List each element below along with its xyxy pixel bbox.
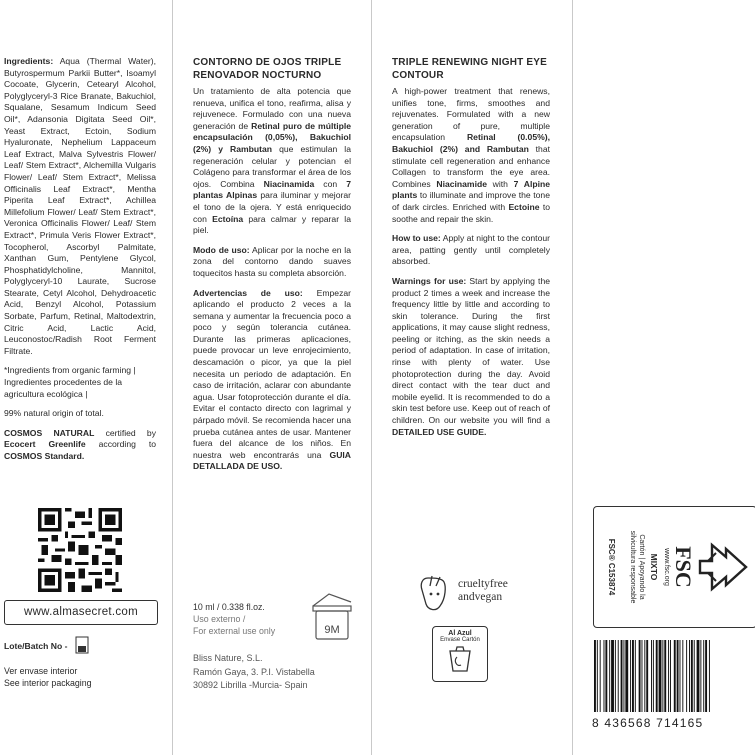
english-how-to-use: How to use: Apply at night to the contour area, patting gently until completely absorbed.	[392, 233, 550, 267]
volume-info: 10 ml / 0.338 fl.oz. Uso externo / For external use only	[193, 602, 276, 636]
barcode-bar	[668, 640, 669, 712]
barcode-bar	[632, 640, 634, 712]
barcode-bar	[623, 640, 624, 712]
english-description: A high-power treatment that renews, unifies tone, firms, smoothes and rejuvenates. Formulated with a new generation of pure, multiple encapsulation Retinal (0.05%), Bakuchiol (2%) and Rambutan that stimulate cell regeneration and enhance Collagen to transform the eye area. Combines Niacinamide with 7 Alpine plants to illuminate and improve the tone of dark circles. Enriched with Ectoine to soothe and repair the skin.	[392, 86, 551, 224]
barcode-bar	[659, 640, 662, 712]
organic-note: *Ingredients from organic farming | Ingredientes procedentes de la agricultura ecológica |	[4, 365, 136, 399]
barcode-bar	[635, 640, 636, 712]
barcode-bar	[600, 640, 601, 712]
lot-icon	[75, 636, 89, 654]
cosmos-certification: COSMOS NATURAL certified by Ecocert Greenlife according to COSMOS Standard.	[4, 427, 156, 461]
fsc-tree-icon	[696, 539, 748, 595]
spanish-description: Un tratamiento de alta potencia que renueva, unifica el tono, reafirma, alisa y rejuvenece. Formulado con una nueva generación de Retinal puro de múltiple encapsulación (0,05%), Bakuchiol (2%) y Rambutan que estimulan la regeneración celular y potencian el Colágeno para transformar el área de los ojos. Combina Niacinamida con 7 plantas Alpinas para iluminar y mejorar el tono de la ojera. Y está enriquecido con Ectoína para calmar y reparar la piel.	[193, 86, 352, 236]
barcode-bar	[611, 640, 614, 712]
barcode-bar	[700, 640, 701, 712]
english-title: TRIPLE RENEWING NIGHT EYE CONTOUR	[392, 57, 548, 81]
barcode-bar	[709, 640, 710, 712]
ingredients-column	[4, 56, 156, 471]
fsc-mix: MIXTO	[649, 553, 659, 581]
english-column	[392, 56, 550, 446]
recycle-bin-icon	[445, 645, 475, 673]
barcode-bar	[691, 640, 693, 712]
barcode-bar	[615, 640, 616, 712]
column-divider	[572, 0, 573, 755]
barcode-bar	[646, 640, 648, 712]
barcode-bar	[674, 640, 676, 712]
fsc-description: Cartón | Apoyando la silvicultura responsable	[629, 530, 645, 604]
barcode-bar	[670, 640, 671, 712]
barcode-bar	[682, 640, 683, 712]
fsc-website: www.fsc.org	[663, 548, 670, 586]
spanish-title: CONTORNO DE OJOS TRIPLE RENOVADOR NOCTURNO	[193, 57, 342, 81]
spanish-how-to-use: Modo de uso: Aplicar por la noche en la zona del contorno dando suaves toquecitos hasta su completa absorción.	[193, 244, 351, 278]
barcode-bar	[686, 640, 687, 712]
barcode-bar	[630, 640, 631, 712]
barcode-bar	[694, 640, 695, 712]
barcode-bar	[677, 640, 679, 712]
barcode-bar	[621, 640, 623, 712]
ingredients-list: Ingredients: Aqua (Thermal Water), Butyrospermum Parkii Butter*, Isoamyl Cocoate, Glycerin, Cetearyl Alcohol, Polyglyceryl-3 Rice Branate, Bakuchiol, Squalane, Sesamum Indicum Seed Oil*, Adansonia Digitata Seed Oil*, Yeast Extract, Ectoin, Sodium Hyaluronate, Nephelium Lappaceum Leaf Extract, Malva Sylvestris Flower/ Leaf/ Stem Extract*, Alchemilla Vulgaris Flower/ Leaf/ Stem Extract*, Melissa Officinalis Leaf Extract*, Mentha Piperita Leaf Extract*, Achillea Millefolium Flower/ Leaf/ Stem Extract*, Veronica Officinalis Flower/ Leaf/ Stem Extract*, Primula Veris Flower Extract*, Tocopherol, Ascorbyl Palmitate, Xanthan Gum, Pentylene Glycol, Phosphatidylcholine, Mannitol, Polyglyceryl-10 Laurate, Sucrose Stearate, Cetyl Alcohol, Dehydroacetic Acid, Benzyl Alcohol, Potassium Sorbate, Parfum, Retinal, Maltodextrin, Citric Acid, Lactic Acid, Leuconostoc/Radish Root Ferment Filtrate.	[4, 56, 156, 356]
barcode-number: 8 436568 714165	[592, 716, 704, 730]
barcode-bar	[639, 640, 641, 712]
barcode-bar	[594, 640, 596, 712]
barcode-bar	[664, 640, 666, 712]
recycle-bin-badge: Al Azul Envase Cartón	[432, 626, 488, 682]
fsc-label	[593, 506, 755, 628]
barcode-bar	[662, 640, 663, 712]
natural-origin: 99% natural origin of total.	[4, 408, 104, 419]
barcode-bar	[705, 640, 707, 712]
qr-code[interactable]	[38, 508, 122, 592]
spanish-column	[193, 56, 351, 481]
barcode	[592, 640, 744, 712]
barcode-bar	[605, 640, 607, 712]
interior-packaging-note: Ver envase interior See interior packaging	[4, 666, 92, 688]
fsc-code: FSC® C153874	[607, 538, 616, 596]
barcode-bar	[656, 640, 658, 712]
barcode-bar	[597, 640, 598, 712]
column-divider	[371, 0, 372, 755]
company-address: Bliss Nature, S.L. Ramón Gaya, 3. P.I. Vistabella 30892 Librilla -Murcia- Spain	[193, 653, 315, 690]
barcode-bar	[644, 640, 645, 712]
barcode-bar	[680, 640, 681, 712]
english-warnings: Warnings for use: Start by applying the product 2 times a week and increase the frequency little by little and according to skin tolerance. During the first applications, it may cause slight redness, peeling or itching, as the skin needs a period of adaptation. In case of irritation, rinse with plenty of water. Use photoprotection during the day. Avoid direct contact with the tear duct and mobile eyelid. It is recommended to do a skin test before use. Keep out of reach of children. On our website you will find a DETAILED USE GUIDE.	[392, 275, 551, 437]
barcode-bar	[604, 640, 605, 712]
pao-jar-icon	[309, 592, 355, 642]
spanish-warnings: Advertencias de uso: Empezar aplicando el producto 2 veces a la semana y aumentar la frecuencia poco a poco y según tolerancia cutánea. Durante las primeras aplicaciones, puede provocar un leve enrojecimiento, descamación o picor, ya que la piel necesita un periodo de adaptación. En caso de irritación, aclarar con abundante agua. Usar fotoprotección durante el día. Evitar el contacto directo con lagrimal y párpado móvil. Se recomienda hacer una prueba cutánea antes de usar. Mantener fuera del alcance de los niños. En nuestra web encontrarás una GUIA DETALLADA DE USO.	[193, 287, 352, 472]
barcode-bar	[697, 640, 700, 712]
column-divider	[172, 0, 173, 755]
barcode-bar	[653, 640, 654, 712]
barcode-bar	[703, 640, 704, 712]
fsc-brand: FSC	[671, 546, 696, 588]
barcode-bar	[689, 640, 690, 712]
cruelty-free-text: crueltyfree andvegan	[458, 578, 508, 603]
website-link[interactable]: www.almasecret.com	[4, 600, 158, 625]
barcode-bar	[618, 640, 619, 712]
barcode-bar	[642, 640, 643, 712]
barcode-bar	[625, 640, 628, 712]
lot-batch-label: Lote/Batch No -	[4, 641, 68, 651]
barcode-bar	[651, 640, 652, 712]
pao-label: 9M	[324, 624, 340, 636]
barcode-bar	[609, 640, 610, 712]
